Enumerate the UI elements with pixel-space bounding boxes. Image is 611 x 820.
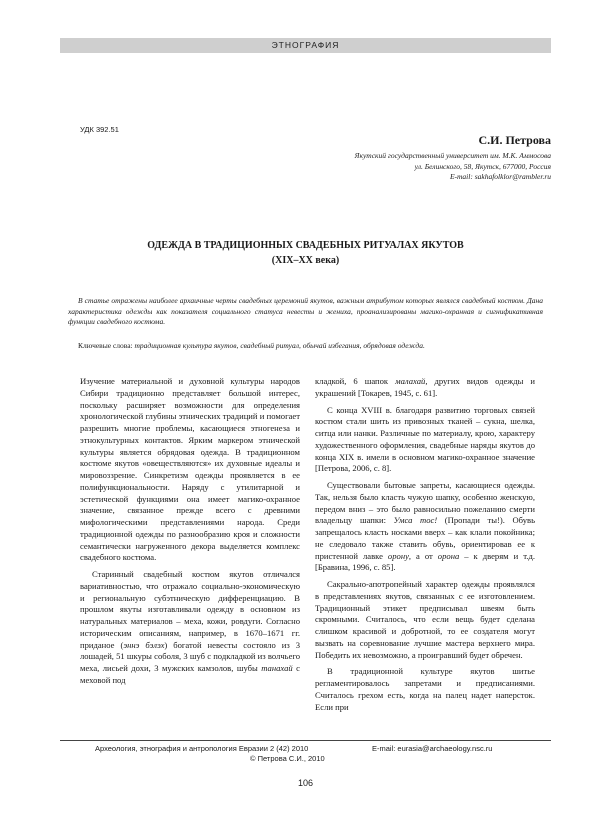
author-email[interactable]: E-mail: sakhafolklor@rambler.ru	[449, 172, 551, 181]
udk-code: УДК 392.51	[80, 125, 119, 134]
footer-journal: Археология, этнография и антропология Евразии 2 (42) 2010	[95, 744, 309, 753]
author-address: ул. Белинского, 58, Якутск, 677000, Россия	[414, 161, 551, 171]
paragraph-6: В традиционной культуре якутов шитье регламентировалось запретами и предписаниями. Считалось грехом есть, когда на палец надет наперсток. Если при	[315, 666, 535, 712]
abstract: В статье отражены наиболее архаичные черты свадебных церемоний якутов, важным атрибутом которых являлся свадебный костюм. Дана характеристика одежды как показателя социального статуса невесты и жениха, проанализированы магико-охранная и сигнификативная функции свадебного костюма.	[68, 296, 543, 326]
paragraph-2-continued: кладкой, 6 шапок малахай, других видов одежды и украшений [Токарев, 1945, с. 61].	[315, 376, 535, 398]
paragraph-3: С конца XVIII в. благодаря развитию торговых связей костюм стали шить из привозных тканей – сукна, шелка, ситца или нанки. Различные по материалу, крою, характеру художественного оформления, свадебные наряды якутов до конца XIX в. имели в основном магико-охранное значение [Петрова, 2006, с. 8].	[315, 404, 535, 474]
title-line-1: ОДЕЖДА В ТРАДИЦИОННЫХ СВАДЕБНЫХ РИТУАЛАХ ЯКУТОВ	[147, 240, 464, 251]
keywords	[68, 341, 543, 352]
body-column-right	[315, 376, 535, 713]
footer-email[interactable]: E-mail: eurasia@archaeology.nsc.ru	[372, 744, 493, 753]
paragraph-1: Изучение материальной и духовной культуры народов Сибири традиционно представляет большой интерес, поскольку расширяет возможности для определения хронологической глубины этнических традиций и помогает разрешить многие проблемы, касающиеся этногенеза и этнокультурных контактов. Ярким маркером этнической культуры является обрядовая одежда. В традиционном костюме якутов «овеществляются» их духовные идеалы и мировоззрение. Синкретизм одежды проявляется в ее полифункциональности. Наряду с утилитарной и эстетической функциями она имеет магико-охранное значение, связанное прежде всего с древними мифологическими представлениями народа. Среди традиционной одежды по разнообразию кроя и сложности семантически нагруженного декора выделяется комплекс свадебного костюма.	[80, 376, 300, 563]
author-name: С.И. Петрова	[478, 133, 551, 147]
author-affiliation: Якутский государственный университет им. М.К. Аммосова	[354, 151, 551, 160]
section-header: ЭТНОГРАФИЯ	[60, 38, 551, 53]
paragraph-5: Сакрально-апотропейный характер одежды проявлялся в представлениях якутов, связанных с ее изготовлением. Традиционный этикет предписывал швеям быть скромными. Считалось, что если вещь будет сделана слишком красивой и добротной, то ее создателя могут вызвать на соревнование лучшие мастера верхнего мира. Победить их невозможно, а проигравший будет обречен.	[315, 579, 535, 660]
keywords-label: Ключевые слова:	[78, 341, 133, 350]
footer-copyright: © Петрова С.И., 2010	[250, 754, 325, 763]
body-column-left	[80, 376, 300, 687]
paragraph-2: Старинный свадебный костюм якутов отличался вариативностью, что отражало социально-экономическую и региональную субэтническую дифференциацию. В прошлом якуты изготавливали одежду в основном из натуральных материалов – меха, кожи, ровдуги. Согласно историческим описаниям, например, в 1670–1671 гг. приданое (эннэ бэлэх) богатой невесты состояло из 3 лошадей, 51 шкуры соболя, 3 шуб с подкладкой из волчьего меха, лисьей дохи, 3 мужских камзолов, шубы танахай с меховой под	[80, 569, 300, 685]
paragraph-4: Существовали бытовые запреты, касающиеся одежды. Так, нельзя было класть чужую шапку, особенно женскую, передом вниз – это было равносильно пожеланию смерти владельцу шапки: Умса тос! (Пропади ты!). Обувь запрещалось класть носками вверх – как клали покойника; не следовало также ставить обувь, ориентировав ее к пристенной лавке орону, а от орона – к дверям и т.д. [Бравина, 1996, с. 85].	[315, 480, 536, 573]
footer-divider	[60, 740, 551, 741]
keywords-text: традиционная культура якутов, свадебный ритуал, обычай избегания, обрядовая одежда.	[134, 341, 425, 350]
article-title	[60, 238, 551, 268]
page-number: 106	[297, 778, 314, 788]
author-block	[231, 133, 551, 183]
title-line-2: (XIX–XX века)	[271, 255, 340, 266]
